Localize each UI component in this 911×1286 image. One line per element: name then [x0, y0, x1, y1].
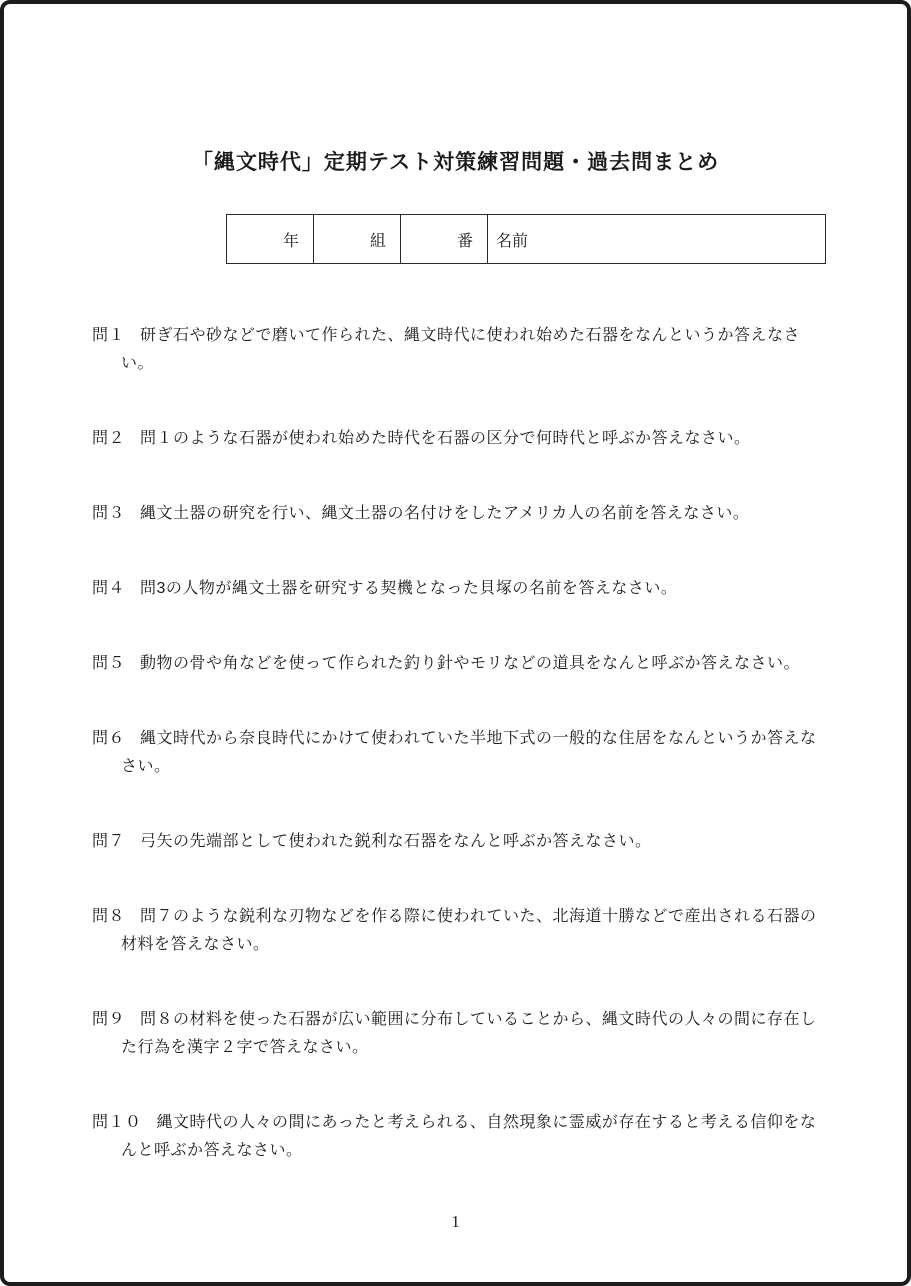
number-cell [401, 215, 488, 264]
question-7-label: 問７ [92, 833, 126, 850]
name-cell [488, 215, 826, 264]
question-10 [92, 1109, 823, 1165]
year-label: 年 [282, 232, 299, 250]
question-2-label: 問２ [92, 430, 126, 447]
question-2 [92, 425, 823, 453]
question-9-label: 問９ [92, 1011, 126, 1028]
document-title: 「縄文時代」定期テスト対策練習問題・過去問まとめ [191, 151, 720, 174]
question-3-text: 縄文土器の研究を行い、縄文土器の名付けをしたアメリカ人の名前を答えなさい。 [140, 505, 750, 522]
question-4 [92, 575, 823, 603]
question-7 [92, 828, 823, 856]
name-header-row [227, 215, 826, 264]
question-list [4, 322, 907, 1165]
question-4-label: 問４ [92, 580, 126, 597]
question-10-label: 問１０ [92, 1114, 142, 1131]
question-6 [92, 725, 823, 781]
page-number: 1 [451, 1212, 460, 1231]
name-label: 名前 [496, 232, 529, 250]
name-header-table [226, 214, 826, 264]
question-8 [92, 903, 823, 959]
question-5-label: 問５ [92, 655, 126, 672]
question-3 [92, 500, 823, 528]
question-1-text: 研ぎ石や砂などで磨いて作られた、縄文時代に使われ始めた石器をなんというか答えなさい。 [121, 327, 801, 372]
question-7-text: 弓矢の先端部として使われた鋭利な石器をなんと呼ぶか答えなさい。 [140, 833, 652, 850]
question-1-label: 問１ [92, 327, 126, 344]
year-cell [227, 215, 314, 264]
question-9-text: 問８の材料を使った石器が広い範囲に分布していることから、縄文時代の人々の間に存在した行為を漢字２字で答えなさい。 [121, 1011, 817, 1056]
question-10-text: 縄文時代の人々の間にあったと考えられる、自然現象に霊威が存在すると考える信仰をなんと呼ぶか答えなさい。 [121, 1114, 817, 1159]
question-1 [92, 322, 823, 378]
question-3-label: 問３ [92, 505, 126, 522]
question-8-label: 問８ [92, 908, 126, 925]
question-4-text: 問3の人物が縄文土器を研究する契機となった貝塚の名前を答えなさい。 [140, 580, 678, 597]
question-9 [92, 1006, 823, 1062]
question-2-text: 問１のような石器が使われ始めた時代を石器の区分で何時代と呼ぶか答えなさい。 [140, 430, 751, 447]
class-label: 組 [369, 232, 386, 250]
question-5 [92, 650, 823, 678]
number-label: 番 [456, 232, 473, 250]
question-8-text: 問７のような鋭利な刃物などを作る際に使われていた、北海道十勝などで産出される石器の材料を答えなさい。 [121, 908, 817, 953]
question-6-label: 問６ [92, 730, 126, 747]
class-cell [314, 215, 401, 264]
question-5-text: 動物の骨や角などを使って作られた釣り針やモリなどの道具をなんと呼ぶか答えなさい。 [140, 655, 801, 672]
question-6-text: 縄文時代から奈良時代にかけて使われていた半地下式の一般的な住居をなんというか答えなさい。 [121, 730, 817, 775]
